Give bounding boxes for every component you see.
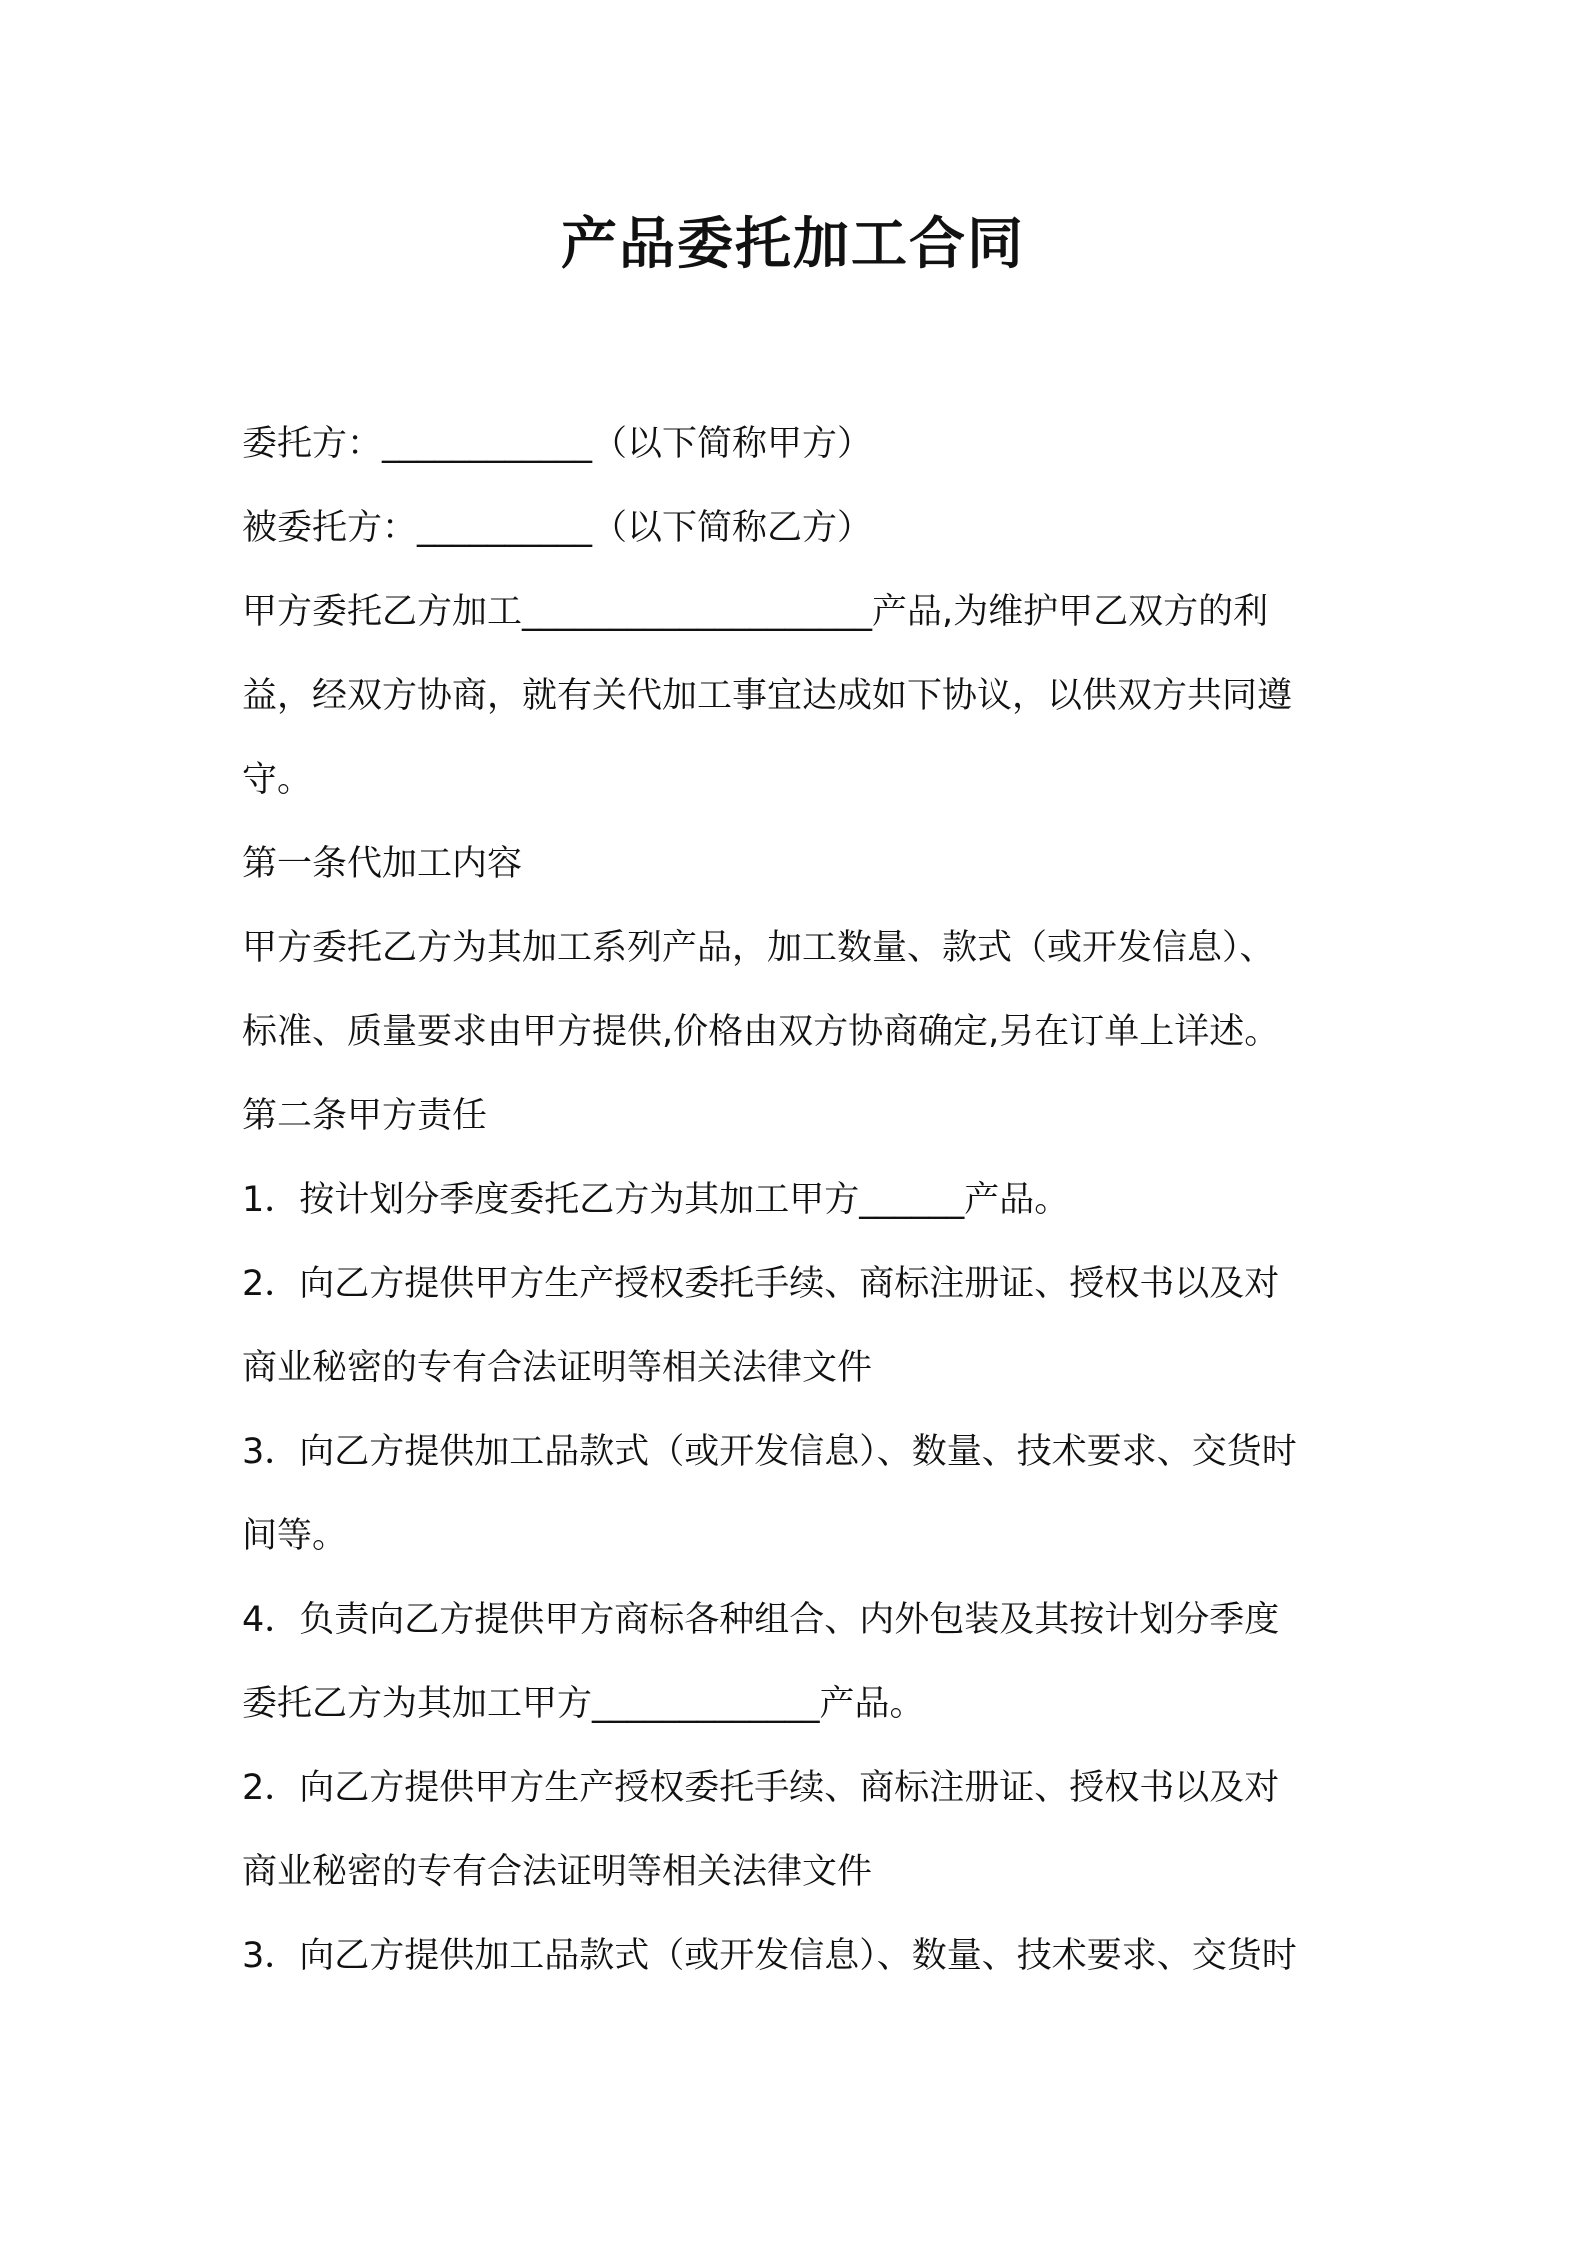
clause-line: 商业秘密的专有合法证明等相关法律文件 [242,1348,873,1388]
clause-line: 间等。 [242,1516,348,1556]
party-b-line: 被委托方：__________（以下简称乙方） [242,508,873,548]
clause-line: 1．按计划分季度委托乙方为其加工甲方______产品。 [242,1180,1070,1220]
clause-line: 2．向乙方提供甲方生产授权委托手续、商标注册证、授权书以及对 [242,1768,1280,1808]
intro-line: 守。 [242,760,313,800]
clause-line: 4．负责向乙方提供甲方商标各种组合、内外包装及其按计划分季度 [242,1600,1280,1640]
article-heading: 第一条代加工内容 [242,844,523,884]
intro-line: 甲方委托乙方加工____________________产品,为维护甲乙双方的利 [242,592,1269,632]
clause-line: 委托乙方为其加工甲方_____________产品。 [242,1684,925,1724]
clause-line: 3．向乙方提供加工品款式（或开发信息）、数量、技术要求、交货时 [242,1936,1297,1976]
intro-line: 益，经双方协商，就有关代加工事宜达成如下协议，以供双方共同遵 [242,676,1293,716]
paragraph-line: 甲方委托乙方为其加工系列产品，加工数量、款式（或开发信息）、 [242,928,1275,968]
party-a-line: 委托方：____________（以下简称甲方） [242,424,873,464]
clause-line: 3．向乙方提供加工品款式（或开发信息）、数量、技术要求、交货时 [242,1432,1297,1472]
article-heading: 第二条甲方责任 [242,1096,488,1136]
document-title: 产品委托加工合同 [561,212,1025,277]
clause-line: 2．向乙方提供甲方生产授权委托手续、商标注册证、授权书以及对 [242,1264,1280,1304]
paragraph-line: 标准、质量要求由甲方提供,价格由双方协商确定,另在订单上详述。 [242,1012,1280,1052]
document-body [242,402,1360,1998]
clause-line: 商业秘密的专有合法证明等相关法律文件 [242,1852,873,1892]
